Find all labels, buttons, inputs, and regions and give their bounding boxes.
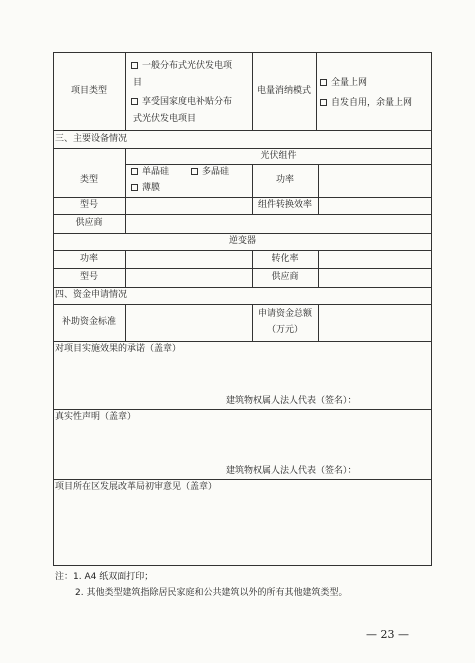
authenticity-title: 真实性声明（盖章） [55,412,137,422]
total-amount-label: 申请资金总额 [257,309,312,319]
power-label: 功率 [275,175,294,185]
column-divider [125,250,126,287]
checkbox-icon[interactable] [320,99,327,106]
review-title: 项目所在区发展改革局初审意见（盖章） [55,482,218,492]
inverter-supplier-label: 供应商 [271,272,299,282]
authenticity-signature-label: 建筑物权属人法人代表（签名）： [226,466,357,476]
option-text: 薄膜 [142,183,161,193]
row-divider [53,287,432,288]
row-divider [53,148,432,149]
section-title: 三、主要设备情况 [55,134,128,144]
commitment-signature-label: 建筑物权属人法人代表（签名）： [226,396,357,406]
note-1: 注：1. A4 纸双面打印； [55,572,154,582]
option-text: 多晶硅 [202,167,230,177]
checkbox-icon[interactable] [131,168,138,175]
column-divider [125,304,126,341]
type-option-mono[interactable] [131,167,169,178]
inverter-header: 逆变器 [228,236,256,246]
project-type-label: 项目类型 [70,86,107,96]
model-label: 型号 [79,200,98,210]
pv-module-header: 光伏组件 [260,151,297,161]
total-amount-unit: （万元） [266,325,303,335]
type-option-poly[interactable] [191,167,229,178]
consumption-mode-label: 电量消纳模式 [256,86,311,96]
row-divider [53,197,432,198]
column-divider [316,52,317,130]
option-text: 一般分布式光伏发电项 [142,61,233,71]
checkbox-icon[interactable] [131,62,138,69]
consumption-option-self-use[interactable] [320,98,412,109]
commitment-title: 对项目实施效果的承诺（盖章） [55,344,182,354]
option-text-continued: 目 [133,78,143,88]
row-divider [53,233,432,234]
row-divider [53,250,432,251]
row-divider [53,130,432,131]
checkbox-icon[interactable] [320,79,327,86]
option-text: 全量上网 [331,78,368,88]
note-2: 2. 其他类型建筑指除居民家庭和公共建筑以外的所有其他建筑类型。 [75,588,348,598]
row-divider [53,304,432,305]
checkbox-icon[interactable] [191,168,198,175]
efficiency-label: 组件转换效率 [257,200,312,210]
row-divider [125,164,432,165]
option-text: 单晶硅 [142,167,170,177]
column-divider [318,164,319,214]
row-divider [53,341,432,342]
checkbox-icon[interactable] [131,184,138,191]
option-text: 自发自用，余量上网 [331,98,413,108]
inverter-power-label: 功率 [79,254,98,264]
supplier-label: 供应商 [75,218,103,228]
row-divider [53,409,432,410]
type-label: 类型 [79,175,98,185]
column-divider [318,304,319,341]
conversion-rate-label: 转化率 [271,254,299,264]
project-option-general[interactable] [131,61,232,72]
column-divider [125,52,126,130]
row-divider [53,479,432,480]
consumption-option-full[interactable] [320,78,367,89]
option-text-continued: 式光伏发电项目 [133,114,197,124]
type-option-thin-film[interactable] [131,183,160,194]
subsidy-standard-label: 补助资金标准 [61,317,116,327]
row-divider [53,268,432,269]
project-option-subsidy[interactable] [131,97,232,108]
row-divider [53,214,432,215]
option-text: 享受国家度电补贴分布 [142,97,233,107]
column-divider [318,250,319,287]
inverter-model-label: 型号 [79,272,98,282]
page-number: — 23 — [366,628,409,641]
checkbox-icon[interactable] [131,98,138,105]
section-title: 四、资金申请情况 [55,290,128,300]
